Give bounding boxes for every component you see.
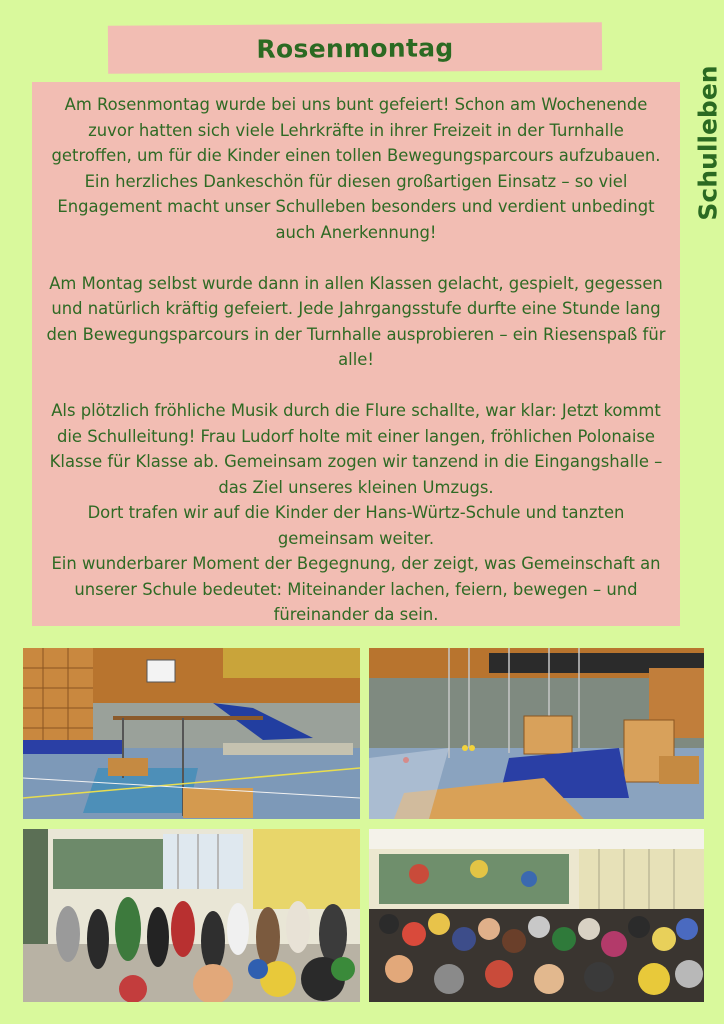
section-label: Schulleben [693,65,723,221]
article-paragraph-2: Am Montag selbst wurde dann in allen Klassen gelacht, gespielt, gegessen und natürlich kräftig gefeiert. Jede Jahrgangsstufe durfte eine Stunde lang den Bewegungsparcours in der Turnhalle ausprobieren – ein Riesenspaß für alle! [46,273,666,369]
article-box [32,82,680,626]
photo-polonaise-hall [23,829,360,1002]
title-banner [108,22,602,73]
photo-entrance-hall-crowd [369,829,704,1002]
photo-gym-parcours-1 [23,648,360,819]
article-paragraph-3: Als plötzlich fröhliche Musik durch die Flure schallte, war klar: Jetzt kommt die Schulleitung! Frau Ludorf holte mit einer langen, fröhlichen Polonaise Klasse für Klasse ab. Gemeinsam zogen wir tanzend in die Eingangshalle – das Ziel unseres kleinen Umzugs. Dort trafen wir auf die Kinder der Hans-Würtz-Schule und tanzten gemeinsam weiter. Ein wunderbarer Moment der Begegnung, der zeigt, was Gemeinschaft an unserer Schule bedeutet: Miteinander lachen, feiern, bewegen – und füreinander da sein. [49,401,663,624]
page-title: Rosenmontag [256,32,454,64]
photo-gym-parcours-2 [369,648,704,819]
article-paragraph-1: Am Rosenmontag wurde bei uns bunt gefeiert! Schon am Wochenende zuvor hatten sich viele Lehrkräfte in ihrer Freizeit in der Turnhalle getroffen, um für die Kinder einen tollen Bewegungsparcours aufzubauen. Ein herzliches Dankeschön für diesen großartigen Einsatz – so viel Engagement macht unser Schulleben besonders und verdient unbedingt auch Anerkennung! [51,95,661,242]
